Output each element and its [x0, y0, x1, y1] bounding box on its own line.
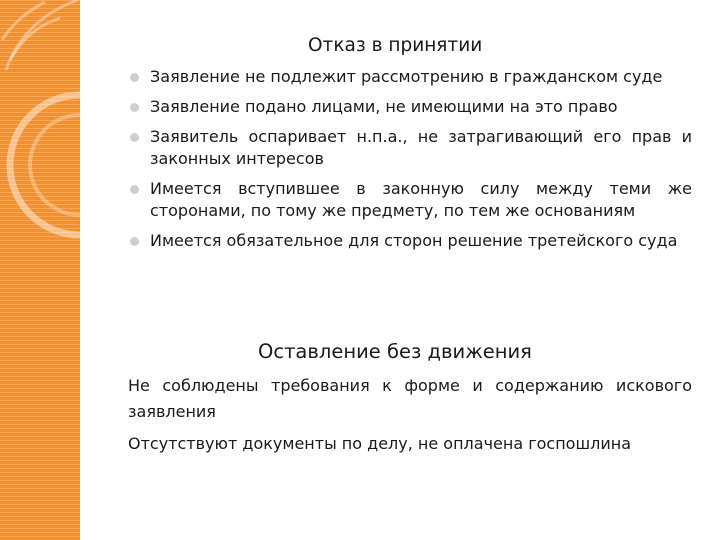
no-motion-heading: Оставление без движения [258, 340, 532, 363]
no-motion-paragraph: Не соблюдены требования к форме и содержанию искового заявления [128, 376, 692, 421]
list-item-text: Заявитель оспаривает н.п.а., не затрагивающий его прав и законных интересов [150, 127, 692, 168]
bullet-dot-icon [130, 237, 139, 246]
list-item-text: Имеется обязательное для сторон решение третейского суда [150, 231, 678, 250]
leaf-icon [2, 0, 78, 70]
no-motion-paragraph: Отсутствуют документы по делу, не оплачена госпошлина [128, 434, 631, 453]
bullet-dot-icon [130, 133, 139, 142]
bullet-dot-icon [130, 73, 139, 82]
bullet-dot-icon [130, 185, 139, 194]
list-item [128, 178, 692, 222]
decorative-sidebar [0, 0, 80, 540]
list-item-text: Имеется вступившее в законную силу между теми же сторонами, по тому же предмету, по тем же основаниям [150, 179, 692, 220]
bullet-dot-icon [130, 103, 139, 112]
refusal-list [128, 66, 692, 260]
sidebar-decoration-graphic [0, 0, 80, 540]
list-item [128, 66, 692, 88]
refusal-heading: Отказ в принятии [308, 35, 483, 56]
list-item [128, 96, 692, 118]
list-item-text: Заявление подано лицами, не имеющими на это право [150, 97, 618, 116]
list-item [128, 230, 692, 252]
list-item [128, 126, 692, 170]
list-item-text: Заявление не подлежит рассмотрению в гражданском суде [150, 67, 663, 86]
slide-content [128, 0, 692, 540]
